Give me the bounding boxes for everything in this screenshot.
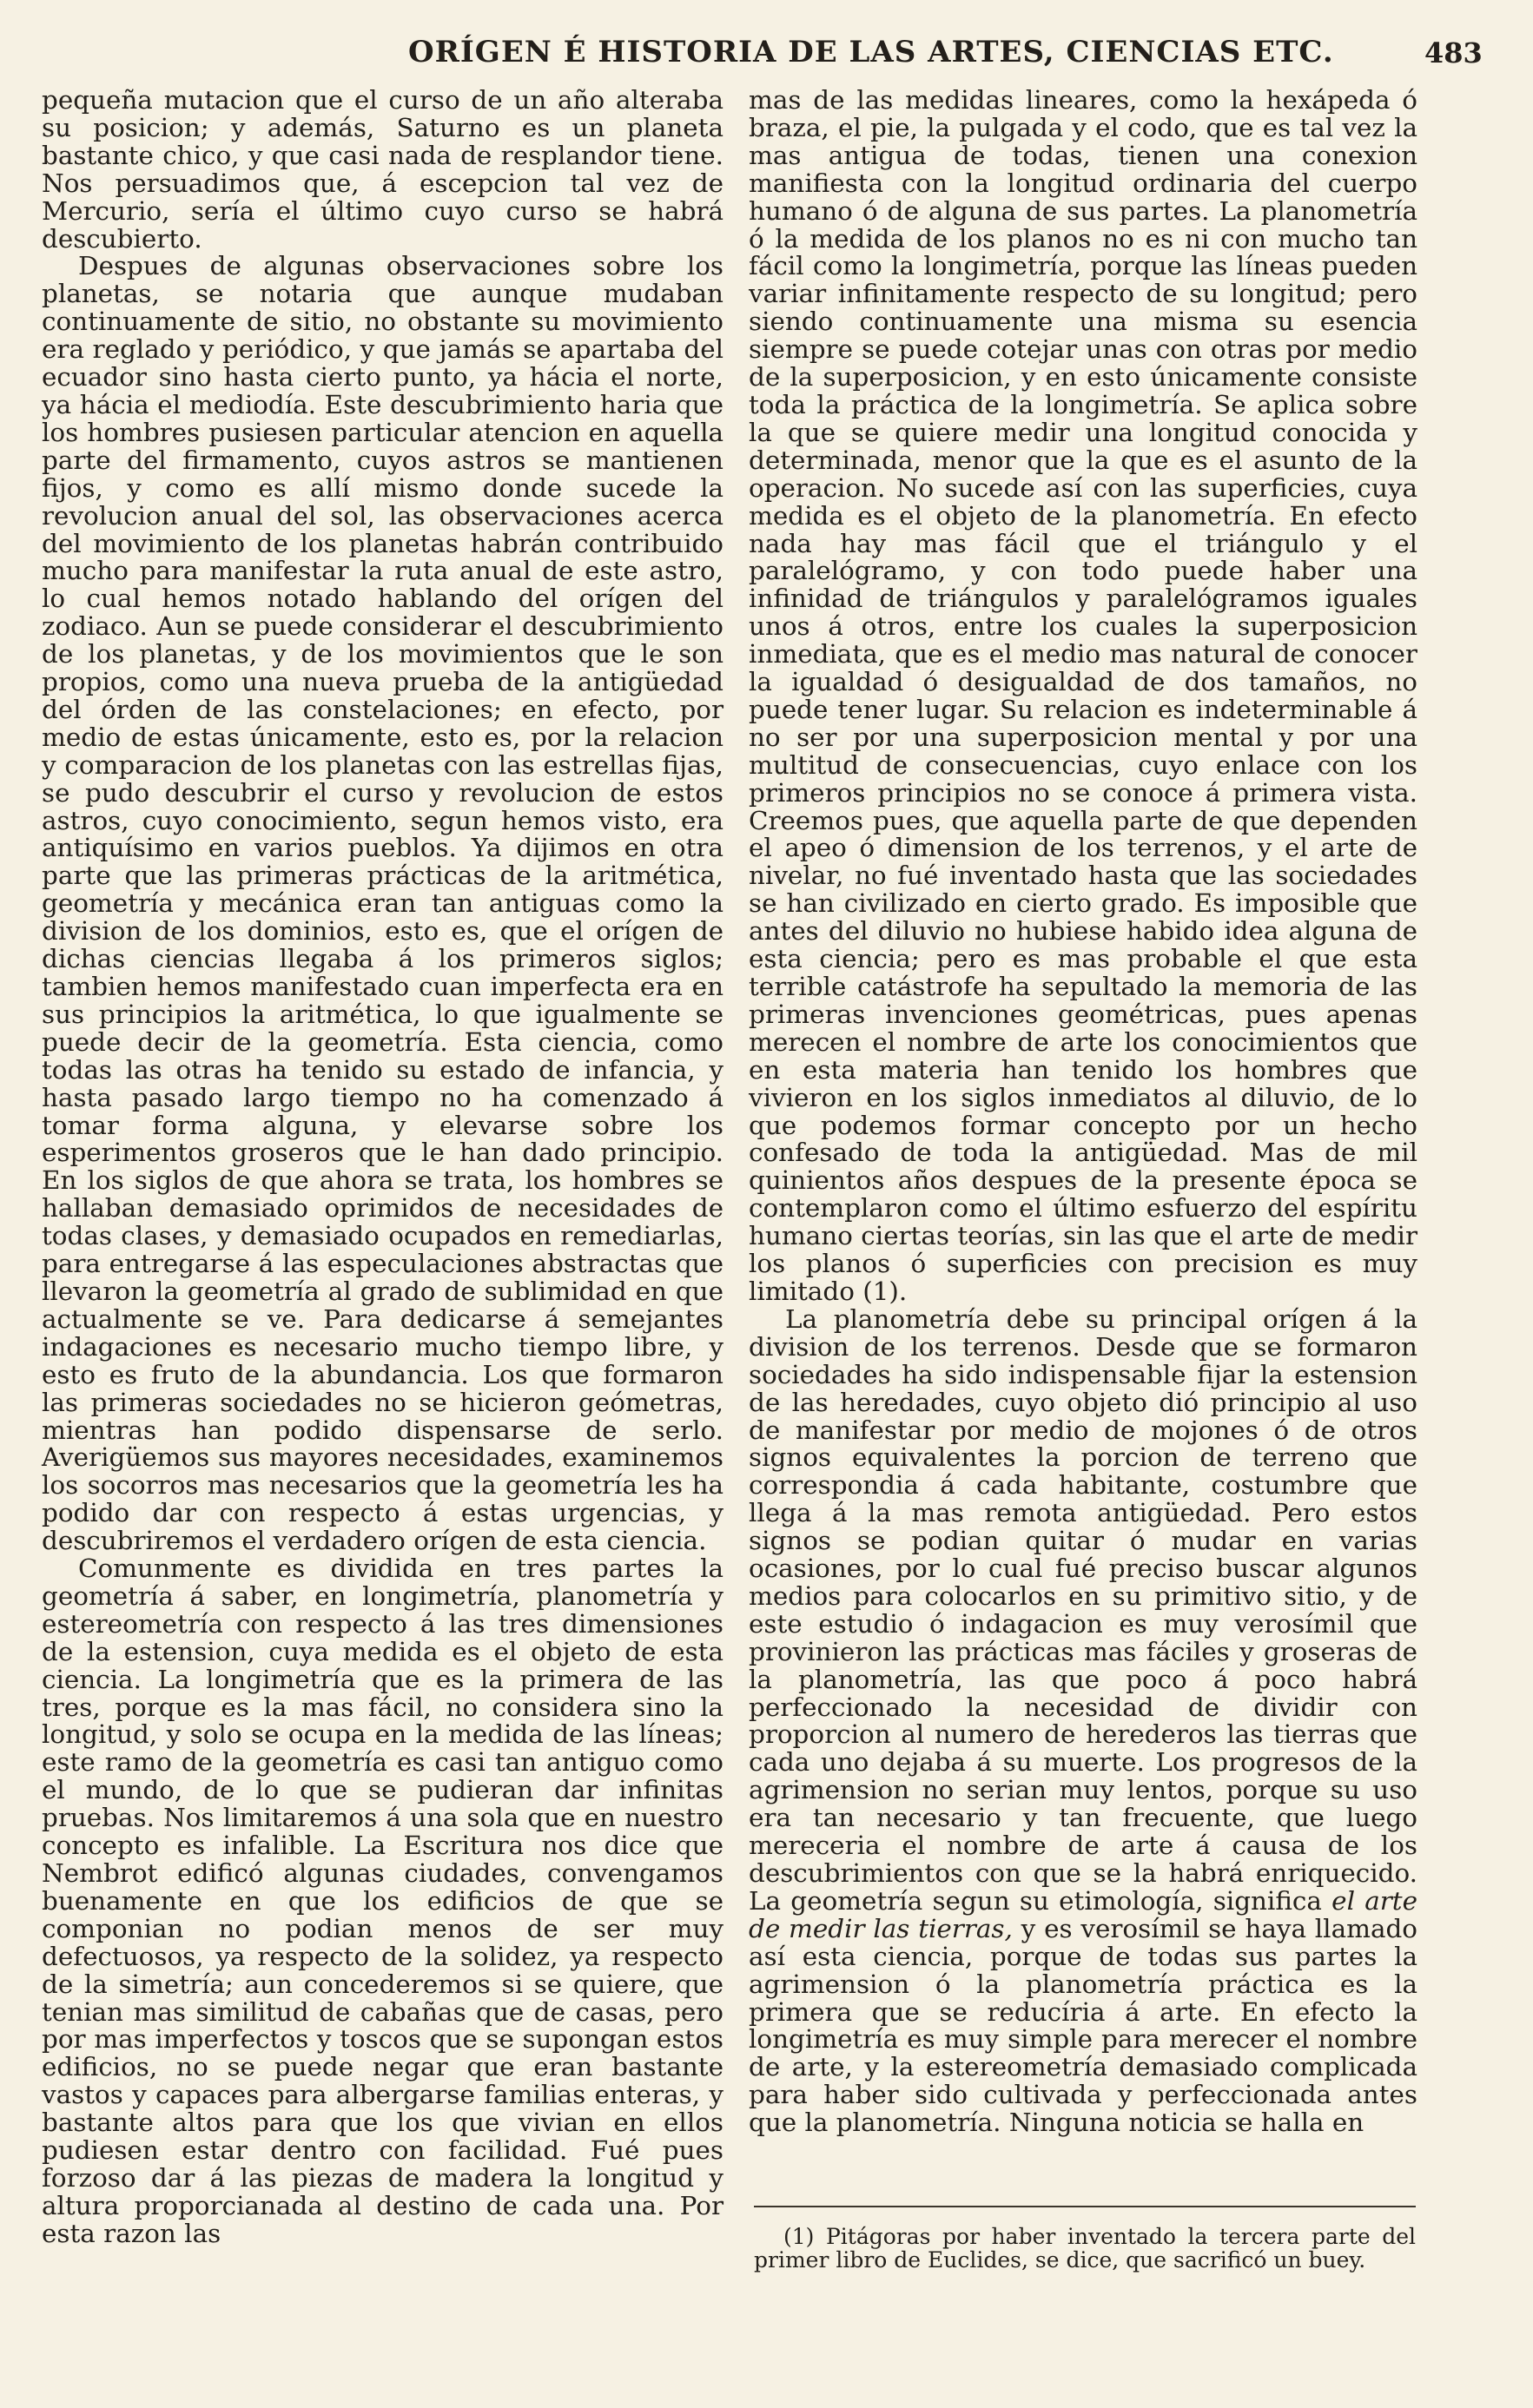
- left-paragraph-2: Despues de algunas observaciones sobre los planetas, se notaria que aunque mudaban continuamente de sitio, no obstante su movimiento era reglado y periódico, y que jamás se apartaba del ecuador sino hasta cierto punto, ya hácia el norte, ya hácia el mediodía. Este descubrimiento haria que los hombres pusiesen particular atencion en aquella parte del firmamento, cuyos astros se mantienen fijos, y como es allí mismo donde sucede la revolucion anual del sol, las observaciones acerca del movimiento de los planetas habrán contribuido mucho para manifestar la ruta anual de este astro, lo cual hemos notado hablando del orígen del zodiaco. Aun se puede considerar el descubrimiento de los planetas, y de los movimientos que le son propios, como una nueva prueba de la antigüedad del órden de las constelaciones; en efecto, por medio de estas únicamente, esto es, por la relacion y comparacion de los planetas con las estrellas fijas, se pudo descubrir el curso y revolucion de estos astros, cuyo conocimiento, segun hemos visto, era antiquísimo en varios pueblos. Ya dijimos en otra parte que las primeras prácticas de la aritmética, geometría y mecánica eran tan antiguas como la division de los dominios, esto es, que el orígen de dichas ciencias llegaba á los primeros siglos; tambien hemos manifestado cuan imperfecta era en sus principios la aritmética, lo que igualmente se puede decir de la geometría. Esta ciencia, como todas las otras ha tenido su estado de infancia, y hasta pasado largo tiempo no ha comenzado á tomar forma alguna, y elevarse sobre los esperimentos groseros que le han dado principio. En los siglos de que ahora se trata, los hombres se hallaban demasiado oprimidos de necesidades de todas clases, y demasiado ocupados en remediarlas, para entregarse á las especulaciones abstractas que llevaron la geometría al grado de sublimidad en que actualmente se ve. Para dedicarse á semejantes indagaciones es necesario mucho tiempo libre, y esto es fruto de la abundancia. Los que formaron las primeras sociedades no se hicieron geómetras, mientras han podido dispensarse de serlo. Averigüemos sus mayores necesidades, examinemos los socorros mas necesarios que la geometría les ha podido dar con respecto á estas urgencias, y descubriremos el verdadero orígen de esta ciencia.: [42, 251, 724, 1556]
- left-paragraph-1: pequeña mutacion que el curso de un año alteraba su posicion; y además, Saturno es un planeta bastante chico, y que casi nada de resplandor tiene. Nos persuadimos que, á escepcion tal vez de Mercurio, sería el último cuyo curso se habrá descubierto.: [42, 85, 724, 254]
- right-paragraph-1: mas de las medidas lineares, como la hexápeda ó braza, el pie, la pulgada y el codo, que es tal vez la mas antigua de todas, tienen una conexion manifiesta con la longitud ordinaria del cuerpo humano ó de alguna de sus partes. La planometría ó la medida de los planos no es ni con mucho tan fácil como la longimetría, porque las líneas pueden variar infinitamente respecto de su longitud; pero siendo continuamente una misma su esencia siempre se puede cotejar unas con otras por medio de la superposicion, y en esto únicamente consiste toda la práctica de la longimetría. Se aplica sobre la que se quiere medir una longitud conocida y determinada, menor que la que es el asunto de la operacion. No sucede así con las superficies, cuya medida es el objeto de la planometría. En efecto nada hay mas fácil que el triángulo y el paralelógramo, y con todo puede haber una infinidad de triángulos y paralelógramos iguales unos á otros, entre los cuales la superposicion inmediata, que es el medio mas natural de conocer la igualdad ó desigualdad de dos tamaños, no puede tener lugar. Su relacion es indeterminable á no ser por una superposicion mental y por una multitud de consecuencias, cuyo enlace con los primeros principios no se conoce á primera vista. Creemos pues, que aquella parte de que dependen el apeo ó dimension de los terrenos, y el arte de nivelar, no fué inventado hasta que las sociedades se han civilizado en cierto grado. Es imposible que antes del diluvio no hubiese habido idea alguna de esta ciencia; pero es mas probable el que esta terrible catástrofe ha sepultado la memoria de las primeras invenciones geométricas, pues apenas merecen el nombre de arte los conocimientos que en esta materia han tenido los hombres que vivieron en los siglos inmediatos al diluvio, de lo que podemos formar concepto por un hecho confesado de toda la antigüedad. Mas de mil quinientos años despues de la presente época se contemplaron como el último esfuerzo del espíritu humano ciertas teorías, sin las que el arte de medir los planos ó superficies con precision es muy limitado (1).: [749, 85, 1417, 1306]
- footnote-divider: [754, 2206, 1416, 2207]
- left-paragraph-3: Comunmente es dividida en tres partes la geometría á saber, en longimetría, planometría y estereometría con respecto á las tres dimensiones de la estension, cuya medida es el objeto de esta ciencia. La longimetría que es la primera de las tres, porque es la mas fácil, no considera sino la longitud, y solo se ocupa en la medida de las líneas; este ramo de la geometría es casi tan antiguo como el mundo, de lo que se pudieran dar infinitas pruebas. Nos limitaremos á una sola que en nuestro concepto es infalible. La Escritura nos dice que Nembrot edificó algunas ciudades, convengamos buenamente en que los edificios de que se componian no podian menos de ser muy defectuosos, ya respecto de la solidez, ya respecto de la simetría; aun concederemos si se quiere, que tenian mas similitud de cabañas que de casas, pero por mas imperfectos y toscos que se supongan estos edificios, no se puede negar que eran bastante vastos y capaces para albergarse familias enteras, y bastante altos para que los que vivian en ellos pudiesen estar dentro con facilidad. Fué pues forzoso dar á las piezas de madera la longitud y altura proporcianada al destino de cada una. Por esta razon las: [42, 1554, 724, 2248]
- page-number: 483: [1424, 36, 1483, 69]
- footnote: (1) Pitágoras por haber inventado la tercera parte del primer libro de Euclides, se dice, que sacrificó un buey.: [754, 2224, 1416, 2273]
- right-paragraph-2-start: La planometría debe su principal orígen á la division de los terrenos. Desde que se formaron sociedades ha sido indispensable fijar la estension de las heredades, cuyo objeto dió principio al uso de manifestar por medio de mojones ó de otros signos equivalentes la porcion de terreno que correspondia á cada habitante, costumbre que llega á la mas remota antigüedad. Pero estos signos se podian quitar ó mudar en varias ocasiones, por lo cual fué preciso buscar algunos medios para colocarlos en su primitivo sitio, y de este estudio ó indagacion es muy verosímil que provinieron las prácticas mas fáciles y groseras de la planometría, las que poco á poco habrá perfeccionado la necesidad de dividir con proporcion al numero de herederos las tierras que cada uno dejaba á su muerte. Los progresos de la agrimension no serian muy lentos, porque su uso era tan necesario y tan frecuente, que luego mereceria el nombre de arte á causa de los descubrimientos con que se la habrá enriquecido. La geometría segun su etimología, significa: [749, 1303, 1417, 1916]
- right-column: [749, 87, 1417, 2137]
- etymology-italic: el arte de medir las tierras,: [749, 1885, 1417, 1943]
- running-title: ORÍGEN É HISTORIA DE LAS ARTES, CIENCIAS ETC.: [408, 35, 1334, 69]
- right-paragraph-2-end: y es verosímil se haya llamado así esta ciencia, porque de todas sus partes la agrimension ó la planometría práctica es la primera que se reducíria á arte. En efecto la longimetría es muy simple para merecer el nombre de arte, y la estereometría demasiado complicada para haber sido cultivada y perfeccionada antes que la planometría. Ninguna noticia se halla en: [749, 1913, 1418, 2138]
- running-header: [0, 35, 1533, 76]
- right-paragraph-2: [749, 1303, 1418, 2138]
- left-column: [42, 87, 724, 2248]
